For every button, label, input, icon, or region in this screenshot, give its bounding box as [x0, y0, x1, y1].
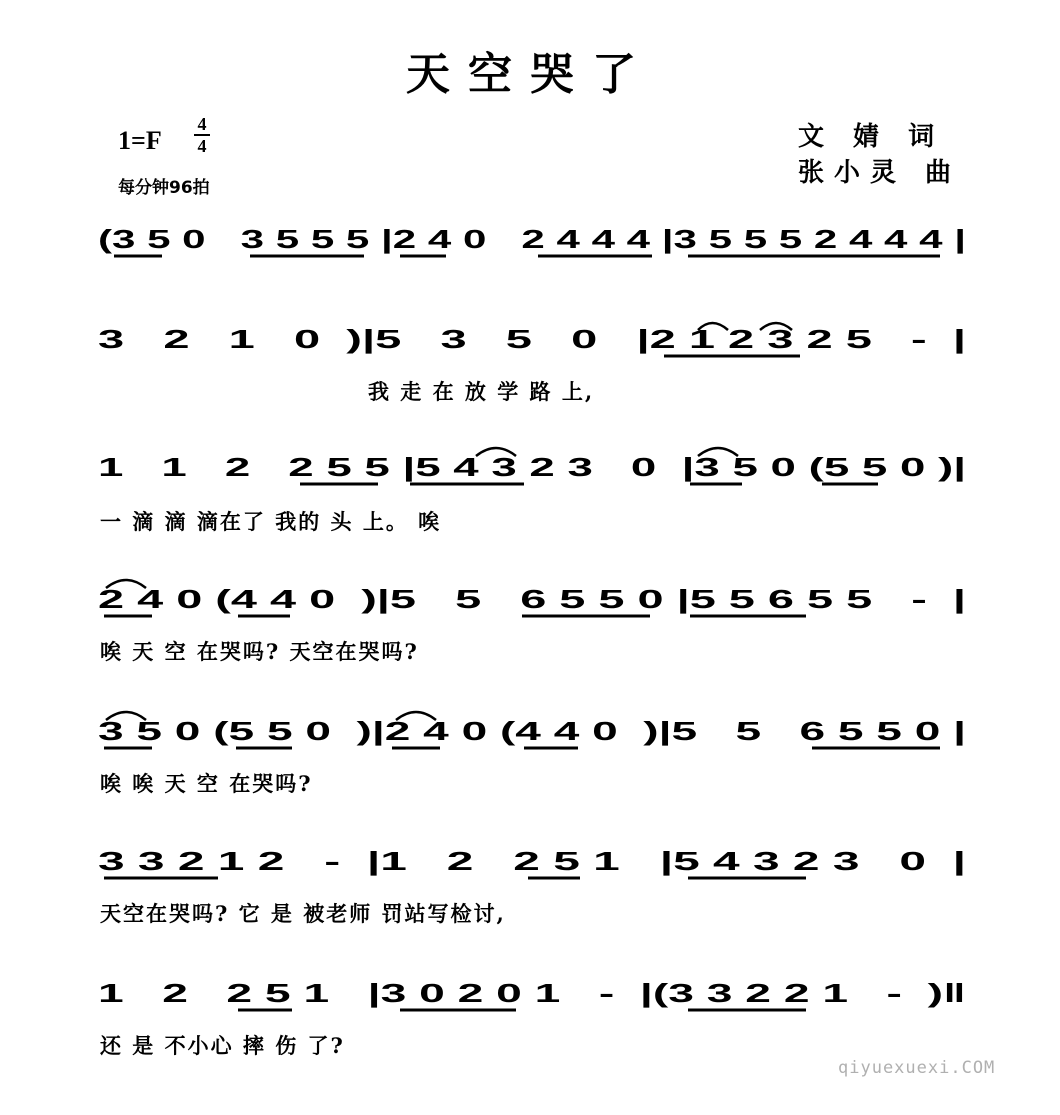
notation-row-3: 1 1 2 2 5 5 |5 4 3 2 3 0 |3 5 0 (5 5 0 )|	[98, 452, 966, 482]
notation-row-7: 1 2 2 5 1 |3 0 2 0 1 - |(3 3 2 2 1 - )‖	[98, 978, 966, 1008]
notation-row-6: 3 3 2 1 2 - |1 2 2 5 1 |5 4 3 2 3 0 |	[98, 846, 966, 876]
composer-credit: 张小灵 曲	[798, 158, 962, 188]
time-signature-top: 4	[197, 114, 207, 134]
song-title: 天空哭了	[406, 49, 654, 100]
notation-row-1: (3 5 0 3 5 5 5 |2 4 0 2 4 4 4 |3 5 5 5 2 4 4 4 |	[98, 224, 966, 254]
key-signature: 1=F	[118, 126, 162, 155]
lyrics-row-6: 天空在哭吗? 它 是 被老师 罚站写检讨,	[100, 901, 506, 926]
lyrics-row-3: 一 滴 滴 滴在了 我的 头 上。 唉	[100, 509, 442, 534]
notation-row-4: 2 4 0 (4 4 0 )|5 5 6 5 5 0 |5 5 6 5 5 - |	[98, 584, 966, 614]
time-signature-bottom: 4	[197, 136, 207, 156]
lyrics-row-5: 唉 唉 天 空 在哭吗?	[100, 771, 313, 796]
notation-row-5: 3 5 0 (5 5 0 )|2 4 0 (4 4 0 )|5 5 6 5 5 0 |	[98, 716, 966, 746]
lyrics-row-4: 唉 天 空 在哭吗? 天空在哭吗?	[100, 639, 419, 664]
lyrics-row-2: 我 走 在 放 学 路 上,	[368, 379, 595, 404]
tempo-marking: 每分钟96拍	[118, 178, 210, 198]
lyricist-credit: 文 婧 词	[798, 122, 945, 152]
note-beams	[104, 256, 940, 1010]
site-watermark: qiyuexuexi.COM	[838, 1058, 996, 1078]
notation-row-2: 3 2 1 0 )|5 3 5 0 |2 1 2 3 2 5 - |	[98, 324, 966, 354]
lyrics-row-7: 还 是 不小心 摔 伤 了?	[100, 1033, 345, 1058]
